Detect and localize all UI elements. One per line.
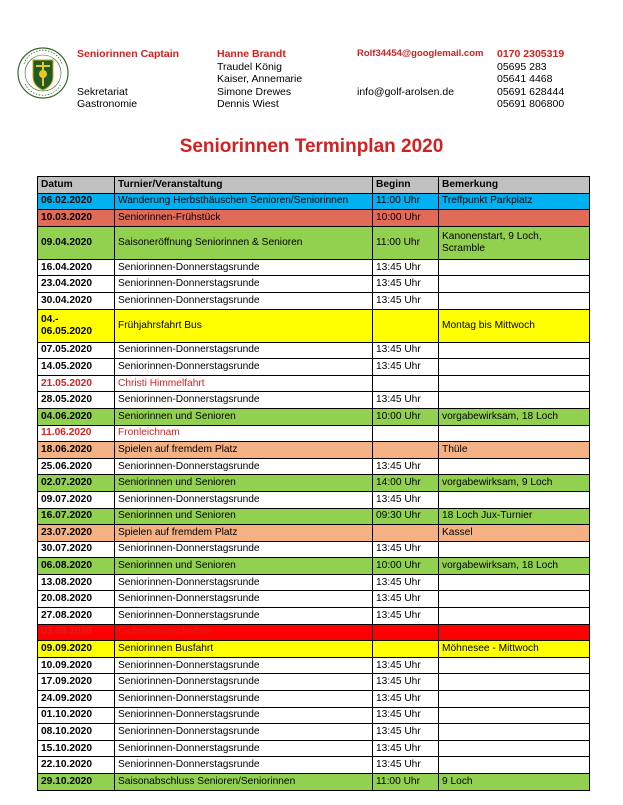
cell-date: 11.06.2020: [38, 425, 115, 442]
cell-event: Seniorinnen-Donnerstagsrunde: [115, 276, 373, 293]
table-row: [38, 591, 590, 608]
table-row: [38, 425, 590, 442]
cell-start: 11:00 Uhr: [373, 193, 439, 210]
cell-date: 27.08.2020: [38, 608, 115, 625]
cell-date: 23.04.2020: [38, 276, 115, 293]
cell-note: [439, 541, 590, 558]
cell-note: [439, 425, 590, 442]
cell-start: [373, 375, 439, 392]
cell-event: Seniorinnen-Donnerstagsrunde: [115, 691, 373, 708]
cell-event: Christi Himmelfahrt: [115, 375, 373, 392]
cell-note: [439, 740, 590, 757]
cell-start: 13:45 Uhr: [373, 674, 439, 691]
cell-note: [439, 674, 590, 691]
cell-event: Seniorinnen-Donnerstagsrunde: [115, 674, 373, 691]
gastronomy-name: Dennis Wiest: [217, 98, 279, 110]
cell-date: 16.04.2020: [38, 259, 115, 276]
cell-date: 23.07.2020: [38, 525, 115, 542]
table-row: [38, 608, 590, 625]
table-row: [38, 458, 590, 475]
cell-start: [373, 641, 439, 658]
table-row: [38, 691, 590, 708]
gastronomy-phone: 05691 806800: [497, 98, 565, 110]
phone-3: 05641 4468: [497, 73, 553, 85]
cell-note: Möhnesee - Mittwoch: [439, 641, 590, 658]
cell-note: [439, 707, 590, 724]
table-row: [38, 757, 590, 774]
cell-start: 13:45 Uhr: [373, 608, 439, 625]
cell-event: Seniorinnen-Donnerstagsrunde: [115, 707, 373, 724]
table-row: [38, 707, 590, 724]
table-row: [38, 624, 590, 641]
cell-event: Saisonabschluss Senioren/Seniorinnen: [115, 774, 373, 791]
office-email-link[interactable]: info@golf-arolsen.de: [357, 86, 455, 98]
cell-note: [439, 392, 590, 409]
cell-note: Kanonenstart, 9 Loch, Scramble: [439, 226, 590, 259]
cell-note: [439, 210, 590, 227]
cell-date: 04.- 06.05.2020: [38, 309, 115, 342]
cell-event: Spielen auf fremdem Platz: [115, 442, 373, 459]
cell-start: 14:00 Uhr: [373, 475, 439, 492]
cell-start: 13:45 Uhr: [373, 259, 439, 276]
cell-start: 10:00 Uhr: [373, 408, 439, 425]
cell-start: 11:00 Uhr: [373, 774, 439, 791]
cell-start: 13:45 Uhr: [373, 707, 439, 724]
cell-date: 22.10.2020: [38, 757, 115, 774]
cell-event: Seniorinnen und Senioren: [115, 408, 373, 425]
cell-date: 09.04.2020: [38, 226, 115, 259]
cell-start: 13:45 Uhr: [373, 724, 439, 741]
table-row: [38, 574, 590, 591]
secretariat-phone: 05691 628444: [497, 86, 565, 98]
cell-start: 13:45 Uhr: [373, 292, 439, 309]
cell-note: [439, 624, 590, 641]
cell-date: 09.09.2020: [38, 641, 115, 658]
cell-start: 13:45 Uhr: [373, 342, 439, 359]
cell-date: 08.10.2020: [38, 724, 115, 741]
cell-event: Seniorinnen-Donnerstagsrunde: [115, 392, 373, 409]
cell-start: 13:45 Uhr: [373, 276, 439, 293]
cell-date: 24.09.2020: [38, 691, 115, 708]
cell-date: 30.04.2020: [38, 292, 115, 309]
contact-name-2: Traudel König: [217, 61, 282, 73]
club-crest-icon: [16, 44, 70, 110]
cell-note: [439, 342, 590, 359]
table-row: [38, 226, 590, 259]
column-header-note: Bemerkung: [439, 177, 590, 194]
cell-event: Seniorinnen und Senioren: [115, 558, 373, 575]
cell-date: 07.05.2020: [38, 342, 115, 359]
table-row: [38, 475, 590, 492]
cell-note: [439, 458, 590, 475]
cell-note: [439, 691, 590, 708]
cell-event: Seniorinnen-Donnerstagsrunde: [115, 757, 373, 774]
cell-note: Treffpunkt Parkplatz: [439, 193, 590, 210]
cell-event: Seniorinnen-Donnerstagsrunde: [115, 541, 373, 558]
column-header-start: Beginn: [373, 177, 439, 194]
cell-event: Seniorinnen-Donnerstagsrunde: [115, 259, 373, 276]
cell-date: 04.06.2020: [38, 408, 115, 425]
cell-start: 13:45 Uhr: [373, 591, 439, 608]
table-row: [38, 558, 590, 575]
cell-start: [373, 425, 439, 442]
cell-date: 25.06.2020: [38, 458, 115, 475]
cell-note: [439, 724, 590, 741]
captain-name: Hanne Brandt: [217, 48, 286, 60]
contact-name-3: Kaiser, Annemarie: [217, 73, 303, 85]
schedule-table: [37, 176, 590, 791]
cell-start: 13:45 Uhr: [373, 491, 439, 508]
table-row: [38, 359, 590, 376]
captain-email-link[interactable]: Rolf34454@googlemail.com: [357, 48, 484, 59]
cell-event: Seniorinnen-Donnerstagsrunde: [115, 491, 373, 508]
cell-start: [373, 624, 439, 641]
cell-start: [373, 309, 439, 342]
secretariat-label: Sekretariat: [77, 86, 128, 98]
table-row: [38, 674, 590, 691]
cell-event: Seniorinnen-Donnerstagsrunde: [115, 591, 373, 608]
cell-note: 9 Loch: [439, 774, 590, 791]
cell-date: 09.07.2020: [38, 491, 115, 508]
cell-event: Seniorinnen Busfahrt: [115, 641, 373, 658]
table-row: [38, 724, 590, 741]
cell-start: [373, 525, 439, 542]
table-row: [38, 641, 590, 658]
cell-start: 13:45 Uhr: [373, 574, 439, 591]
cell-event: Clubmeisterschaften: [115, 624, 373, 641]
cell-date: 30.07.2020: [38, 541, 115, 558]
cell-event: Seniorinnen und Senioren: [115, 508, 373, 525]
cell-event: Saisoneröffnung Seniorinnen & Senioren: [115, 226, 373, 259]
table-row: [38, 309, 590, 342]
cell-start: 10:00 Uhr: [373, 210, 439, 227]
captain-phone: 0170 2305319: [497, 48, 565, 60]
cell-start: [373, 442, 439, 459]
cell-event: Wanderung Herbsthäuschen Senioren/Seniorinnen: [115, 193, 373, 210]
cell-note: [439, 259, 590, 276]
cell-start: 13:45 Uhr: [373, 541, 439, 558]
cell-note: [439, 574, 590, 591]
table-row: [38, 657, 590, 674]
cell-date: 18.06.2020: [38, 442, 115, 459]
cell-event: Seniorinnen-Donnerstagsrunde: [115, 657, 373, 674]
cell-date: 17.09.2020: [38, 674, 115, 691]
cell-note: [439, 491, 590, 508]
cell-date: 03.09.2020: [38, 624, 115, 641]
cell-event: Seniorinnen-Donnerstagsrunde: [115, 608, 373, 625]
cell-event: Seniorinnen-Donnerstagsrunde: [115, 292, 373, 309]
cell-start: 13:45 Uhr: [373, 657, 439, 674]
cell-note: vorgabewirksam, 9 Loch: [439, 475, 590, 492]
cell-date: 02.07.2020: [38, 475, 115, 492]
cell-event: Seniorinnen und Senioren: [115, 475, 373, 492]
cell-event: Seniorinnen-Donnerstagsrunde: [115, 574, 373, 591]
cell-note: vorgabewirksam, 18 Loch: [439, 558, 590, 575]
cell-start: 10:00 Uhr: [373, 558, 439, 575]
cell-event: Frühjahrsfahrt Bus: [115, 309, 373, 342]
table-row: [38, 292, 590, 309]
cell-date: 10.09.2020: [38, 657, 115, 674]
cell-date: 16.07.2020: [38, 508, 115, 525]
cell-date: 28.05.2020: [38, 392, 115, 409]
cell-date: 20.08.2020: [38, 591, 115, 608]
cell-date: 29.10.2020: [38, 774, 115, 791]
cell-date: 06.02.2020: [38, 193, 115, 210]
cell-start: 13:45 Uhr: [373, 392, 439, 409]
cell-start: 09:30 Uhr: [373, 508, 439, 525]
table-row: [38, 525, 590, 542]
cell-date: 15.10.2020: [38, 740, 115, 757]
cell-event: Seniorinnen-Donnerstagsrunde: [115, 359, 373, 376]
cell-event: Spielen auf fremdem Platz: [115, 525, 373, 542]
cell-date: 14.05.2020: [38, 359, 115, 376]
cell-date: 01.10.2020: [38, 707, 115, 724]
table-header-row: [38, 177, 590, 194]
cell-note: [439, 276, 590, 293]
cell-start: 13:45 Uhr: [373, 757, 439, 774]
cell-date: 06.08.2020: [38, 558, 115, 575]
cell-event: Seniorinnen-Donnerstagsrunde: [115, 740, 373, 757]
table-row: [38, 210, 590, 227]
cell-event: Seniorinnen-Donnerstagsrunde: [115, 458, 373, 475]
cell-event: Seniorinnen-Donnerstagsrunde: [115, 724, 373, 741]
cell-note: Kassel: [439, 525, 590, 542]
table-row: [38, 276, 590, 293]
cell-note: [439, 757, 590, 774]
cell-note: [439, 292, 590, 309]
column-header-date: Datum: [38, 177, 115, 194]
cell-start: 13:45 Uhr: [373, 359, 439, 376]
page-title: Seniorinnen Terminplan 2020: [179, 136, 444, 157]
cell-start: 13:45 Uhr: [373, 740, 439, 757]
cell-note: Thüle: [439, 442, 590, 459]
column-header-event: Turnier/Veranstaltung: [115, 177, 373, 194]
table-row: [38, 259, 590, 276]
cell-note: [439, 657, 590, 674]
cell-date: 13.08.2020: [38, 574, 115, 591]
cell-event: Fronleichnam: [115, 425, 373, 442]
cell-start: 13:45 Uhr: [373, 458, 439, 475]
table-row: [38, 491, 590, 508]
cell-note: vorgabewirksam, 18 Loch: [439, 408, 590, 425]
cell-note: [439, 359, 590, 376]
cell-note: Montag bis Mittwoch: [439, 309, 590, 342]
phone-2: 05695 283: [497, 61, 547, 73]
table-row: [38, 774, 590, 791]
cell-start: 13:45 Uhr: [373, 691, 439, 708]
cell-event: Seniorinnen-Frühstück: [115, 210, 373, 227]
cell-note: [439, 375, 590, 392]
table-row: [38, 342, 590, 359]
captain-role: Seniorinnen Captain: [77, 48, 180, 60]
table-row: [38, 541, 590, 558]
cell-date: 10.03.2020: [38, 210, 115, 227]
table-row: [38, 740, 590, 757]
gastronomy-label: Gastronomie: [77, 98, 138, 110]
table-row: [38, 193, 590, 210]
cell-date: 21.05.2020: [38, 375, 115, 392]
table-row: [38, 375, 590, 392]
table-row: [38, 408, 590, 425]
table-row: [38, 508, 590, 525]
secretariat-name: Simone Drewes: [217, 86, 292, 98]
cell-note: 18 Loch Jux-Turnier: [439, 508, 590, 525]
cell-note: [439, 608, 590, 625]
cell-event: Seniorinnen-Donnerstagsrunde: [115, 342, 373, 359]
cell-start: 11:00 Uhr: [373, 226, 439, 259]
table-row: [38, 392, 590, 409]
cell-note: [439, 591, 590, 608]
table-row: [38, 442, 590, 459]
